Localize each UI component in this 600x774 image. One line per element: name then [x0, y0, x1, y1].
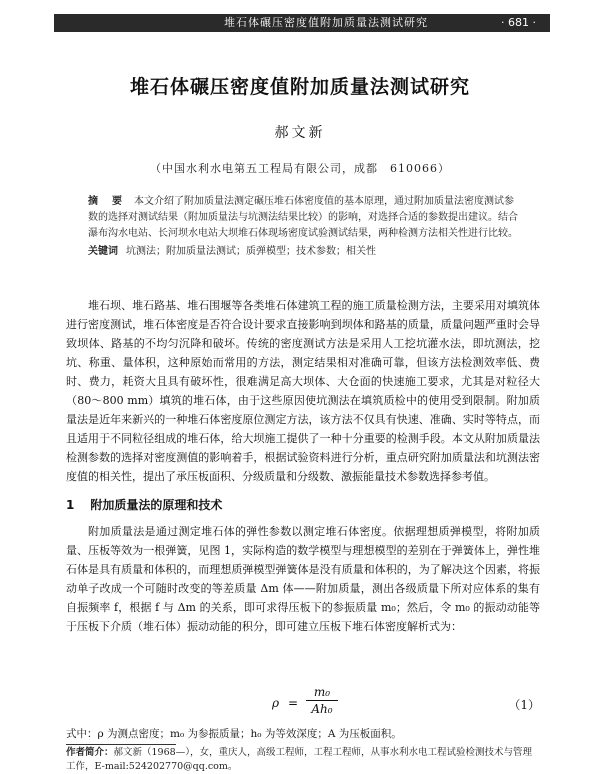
running-title: 堆石体碾压密度值附加质量法测试研究	[224, 16, 428, 29]
formula-equals: =	[288, 696, 299, 710]
formula-row	[66, 684, 540, 724]
section-paragraph: 附加质量法是通过测定堆石体的弹性参数以测定堆石体密度。依据理想质弹模型，将附加质量、压板等效为一根弹簧，见图 1，实际构造的数学模型与理想模型的差别在于弹簧体上，弹性堆石体是具有质量和体积的，而理想质弹模型弹簧体是没有质量和体积的，为了解决这个因素，将振动单子改成一个可随时改变的等差质量 Δm 体——附加质量，测出各级质量下所对应体系的集有自振频率 f，根据 f 与 Δm 的关系，即可求得压板下的参振质量 m₀；然后，令 m₀ 的振动动能等于压板下介质（堆石体）振动动能的积分，即可建立压板下堆石体密度解析式为：	[66, 525, 540, 633]
formula-note: 式中：ρ 为测点密度；m₀ 为参振质量；h₀ 为等效深度；A 为压板面积。	[66, 728, 402, 740]
abstract-block	[88, 194, 522, 260]
keywords-label: 关键词	[88, 246, 118, 257]
formula-lhs: ρ	[272, 696, 280, 710]
abstract	[88, 194, 522, 242]
keywords	[88, 244, 522, 260]
footnote-label: 作者简介：	[66, 747, 114, 758]
footnote-divider	[66, 744, 176, 745]
formula-fraction	[306, 684, 338, 717]
page-number: · 681 ·	[501, 16, 536, 29]
formula-numerator: m₀	[313, 685, 331, 699]
section-number: 1	[66, 498, 75, 512]
article-title: 堆石体碾压密度值附加质量法测试研究	[129, 76, 470, 98]
author-footnote	[66, 746, 540, 774]
section-title: 附加质量法的原理和技术	[90, 498, 223, 512]
abstract-text: 本文介绍了附加质量法测定碾压堆石体密度值的基本原理，通过附加质量法密度测试参数的选择对测试结果（附加质量法与坑测法结果比较）的影响，对选择合适的参数提出建议。结合瀑布沟水电站、长河坝水电站大坝堆石体现场密度试验测试结果，两种检测方法相关性进行比较。	[88, 196, 518, 239]
section-heading	[66, 496, 222, 513]
equation-number: （1）	[508, 698, 540, 712]
footnote-text: 郝文新（1968—），女，重庆人，高级工程师，工程工程师，从事水利水电工程试验检测技术与管理工作，E-mail:524202770@qq.com。	[66, 747, 532, 772]
keywords-text: 坑测法；附加质量法测试；质弹模型；技术参数；相关性	[126, 246, 376, 257]
author-name: 郝文新	[274, 125, 326, 141]
formula-denominator: Ah₀	[311, 702, 333, 716]
author-affiliation: （中国水利水电第五工程局有限公司，成都 610066）	[150, 162, 450, 175]
running-header	[54, 14, 550, 32]
abstract-label: 摘 要	[88, 196, 124, 207]
intro-paragraph: 堆石坝、堆石路基、堆石围堰等各类堆石体建筑工程的施工质量检测方法，主要采用对填筑体进行密度测试，堆石体密度是否符合设计要求直接影响到坝体和路基的质量，质量问题严重时会导致坝体、路基的不均匀沉降和破坏。传统的密度测试方法是采用人工挖坑灌水法，即坑测法，挖坑、称重、量体积，这种原始而常用的方法，测定结果相对准确可靠，但该方法检测效率低、费时、费力，耗资大且具有破坏性，很难满足高大坝体、大仓面的快速施工要求，尤其是对粒径大（80～800 mm）填筑的堆石体，由于这些原因使坑测法在填筑质检中的使用受到限制。附加质量法是近年来新兴的一种堆石体密度原位测定方法，该方法不仅具有快速、准确、实时等特点，而且适用于不同粒径组成的堆石体，给大坝施工提供了一种十分重要的检测手段。本文从附加质量法检测参数的选择对密度测值的影响着手，根据试验资料进行分析，重点研究附加质量法和坑测法密度值的相关性，提出了承压板面积、分级质量和分级数、激振能量技术参数选择参考值。	[66, 299, 540, 483]
